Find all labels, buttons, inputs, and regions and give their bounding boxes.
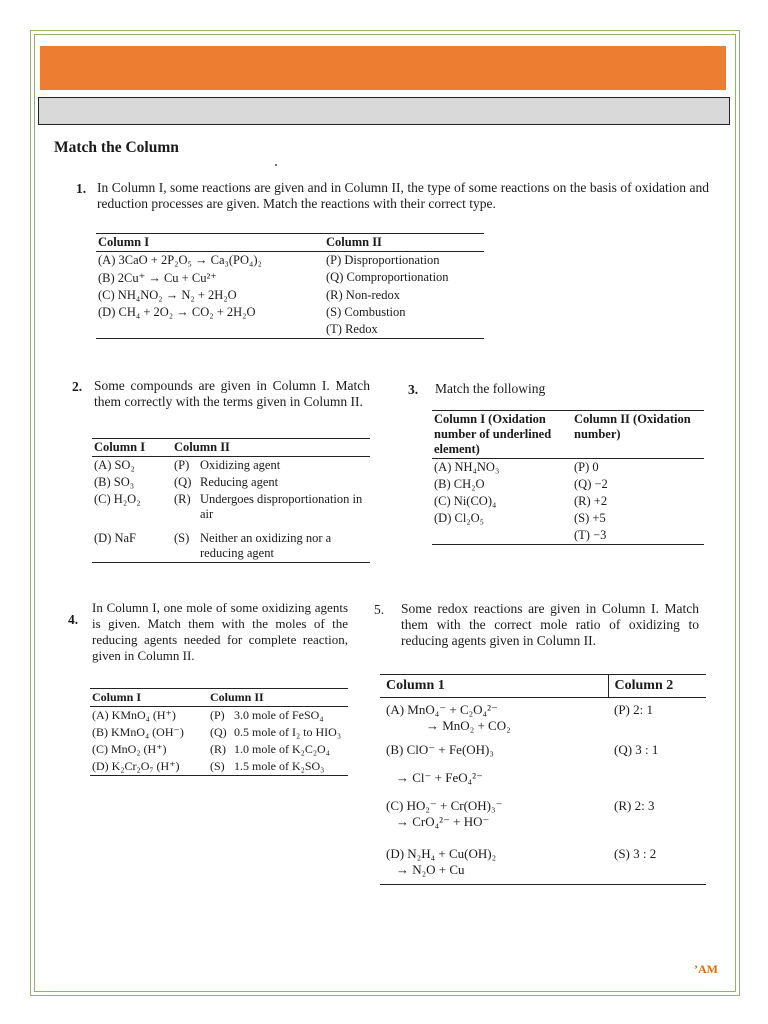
q3-row-left: (B) CH₂O: [434, 477, 485, 491]
q3-row-right: (T) −3: [574, 528, 607, 542]
table-row: [90, 724, 348, 741]
q2-col2-header: Column II: [172, 439, 370, 457]
q1-row-left: (D) CH₄ + 2O₂ → CO₂ + 2H₂O: [98, 305, 256, 319]
q5-reactants: (C) HO₂⁻ + Cr(OH)₃⁻: [386, 798, 503, 813]
q3-row-right: (S) +5: [574, 511, 606, 525]
q3-row-left: [432, 527, 572, 545]
q4-text: In Column I, one mole of some oxidizing agents is given. Match them with the moles of the reducing agents needed for complete reaction, given in Column II.: [92, 600, 348, 663]
q4-row-key: (R): [210, 742, 226, 756]
table-row: [90, 707, 348, 725]
q1-row-right: (P) Disproportionation: [326, 253, 440, 267]
q3-table: [432, 410, 704, 545]
q2-row-key: (P): [174, 458, 190, 472]
table-row: [380, 698, 706, 739]
q1-row-left: (B) 2Cu⁺ → Cu + Cu²⁺: [98, 271, 217, 285]
q4-col1-header: Column I: [90, 689, 208, 707]
q4-row-right: 3.0 mole of FeSO₄: [234, 708, 324, 722]
q3-row-right: (R) +2: [574, 494, 608, 508]
q2-row-left: (C) H₂O₂: [94, 492, 141, 506]
q1-row-left: [96, 321, 324, 339]
table-row: [92, 474, 370, 491]
table-header-row: [432, 411, 704, 459]
table-row: [432, 476, 704, 493]
table-row: [380, 790, 706, 834]
q2-table: [92, 438, 370, 563]
q5-reactants: (A) MnO₄⁻ + C₂O₄²⁻: [386, 702, 498, 717]
q4-row-left: (C) MnO₂ (H⁺): [92, 742, 167, 756]
q5-products: → CrO₄²⁻ + HO⁻: [396, 814, 490, 829]
q4-row-left: (A) KMnO₄ (H⁺): [92, 708, 176, 722]
q2-row-right: Undergoes disproportionation in air: [200, 492, 363, 521]
q5-row-right: (Q) 3 : 1: [614, 742, 659, 757]
q2-row-right: Neither an oxidizing nor a reducing agent: [200, 531, 332, 560]
q1-col2-header: Column II: [324, 234, 484, 252]
q1-table: [96, 233, 484, 339]
q2-row-right: Oxidizing agent: [200, 458, 281, 472]
q2-row-right: Reducing agent: [200, 475, 279, 489]
q5-col1-header: Column 1: [380, 675, 608, 698]
q5-row-right: (R) 2: 3: [614, 798, 655, 813]
q5-number: 5.: [374, 602, 385, 617]
table-row: [96, 252, 484, 270]
q1-row-left: (C) NH₄NO₂ → N₂ + 2H₂O: [98, 288, 237, 302]
q1-row-right: (R) Non-redox: [326, 288, 400, 302]
q5-products: → N₂O + Cu: [396, 862, 465, 877]
q2-col1-header: Column I: [92, 439, 172, 457]
table-row: [90, 741, 348, 758]
q1-row-right: (T) Redox: [326, 322, 378, 336]
q2-number: 2.: [72, 379, 83, 394]
q5-row-right: (S) 3 : 2: [614, 846, 657, 861]
q3-row-right: (Q) −2: [574, 477, 608, 491]
q5-row-left: [380, 834, 608, 885]
table-header-row: [380, 675, 706, 698]
q4-row-key: (Q): [210, 725, 227, 739]
stray-mark: [275, 164, 277, 166]
q5-row-right: (P) 2: 1: [614, 702, 653, 717]
q2-row-key: (R): [174, 492, 191, 506]
q3-row-left: (D) Cl₂O₅: [434, 511, 485, 525]
q5-row-left: [380, 738, 608, 790]
q2-row-left: (D) NaF: [94, 531, 137, 545]
table-row: [96, 269, 484, 287]
table-row: [92, 457, 370, 475]
subheader-bar: [38, 97, 730, 125]
q2-row-key: (S): [174, 531, 190, 545]
q4-col2-header: Column II: [208, 689, 348, 707]
q5-table: [380, 674, 706, 885]
q3-row-left: (C) Ni(CO)₄: [434, 494, 497, 508]
table-row: [432, 459, 704, 477]
q4-row-left: (D) K₂Cr₂O₇ (H⁺): [92, 759, 180, 773]
q4-number: 4.: [68, 612, 79, 627]
q4-row-right: 1.0 mole of K₂C₂O₄: [234, 742, 330, 756]
table-header-row: [96, 234, 484, 252]
q1-number: 1.: [76, 181, 87, 196]
q1-row-right: (Q) Comproportionation: [326, 270, 449, 284]
q4-row-left: (B) KMnO₄ (OH⁻): [92, 725, 184, 739]
q4-row-right: 0.5 mole of I₂ to HIO₃: [234, 725, 342, 739]
q5-col2-header: Column 2: [608, 675, 706, 698]
q5-products: → Cl⁻ + FeO₄²⁻: [396, 770, 483, 785]
table-row: [380, 738, 706, 790]
q1-row-right: (S) Combustion: [326, 305, 406, 319]
q4-table: [90, 688, 348, 776]
q4-row-right: 1.5 mole of K₂SO₃: [234, 759, 325, 773]
q1-row-left: (A) 3CaO + 2P₂O₅ → Ca₃(PO₄)₂: [98, 253, 262, 267]
table-row: [380, 834, 706, 885]
table-row: [432, 510, 704, 527]
table-row: [432, 493, 704, 510]
table-row: [96, 321, 484, 339]
table-row: [96, 304, 484, 321]
table-header-row: [92, 439, 370, 457]
q5-products: → MnO₂ + CO₂: [426, 718, 511, 733]
table-row: [432, 527, 704, 545]
page-heading: Match the Column: [54, 139, 179, 156]
q5-row-left: [380, 790, 608, 834]
table-row: [90, 758, 348, 776]
q2-row-key: (Q): [174, 475, 192, 489]
q5-reactants: (D) N₂H₄ + Cu(OH)₂: [386, 846, 497, 861]
table-row: [92, 491, 370, 523]
footer-mark: ’AM: [694, 962, 718, 976]
q2-text: Some compounds are given in Column I. Match them correctly with the terms given in Column II.: [94, 378, 370, 409]
q3-text: Match the following: [435, 381, 546, 396]
q3-col1-header: Column I (Oxidation number of underlined element): [432, 411, 572, 459]
q3-row-left: (A) NH₄NO₃: [434, 460, 500, 474]
q3-number: 3.: [408, 382, 419, 397]
q3-col2-header: Column II (Oxidation number): [572, 411, 704, 459]
q5-text: Some redox reactions are given in Column I. Match them with the correct mole ratio of oxidizing to reducing agents given in Column II.: [401, 601, 699, 648]
q5-reactants: (B) ClO⁻ + Fe(OH)₃: [386, 742, 494, 757]
q1-text: In Column I, some reactions are given and in Column II, the type of some reactions on the basis of oxidation and reduction processes are given. Match the reactions with their correct type.: [97, 180, 709, 211]
q3-row-right: (P) 0: [574, 460, 599, 474]
q5-row-left: [380, 698, 608, 739]
q4-row-key: (S): [210, 759, 225, 773]
table-row: [92, 523, 370, 563]
table-header-row: [90, 689, 348, 707]
table-row: [96, 287, 484, 304]
q4-row-key: (P): [210, 708, 225, 722]
q2-row-left: (B) SO₃: [94, 475, 135, 489]
q1-col1-header: Column I: [96, 234, 324, 252]
q2-row-left: (A) SO₂: [94, 458, 135, 472]
header-banner: [40, 46, 726, 90]
